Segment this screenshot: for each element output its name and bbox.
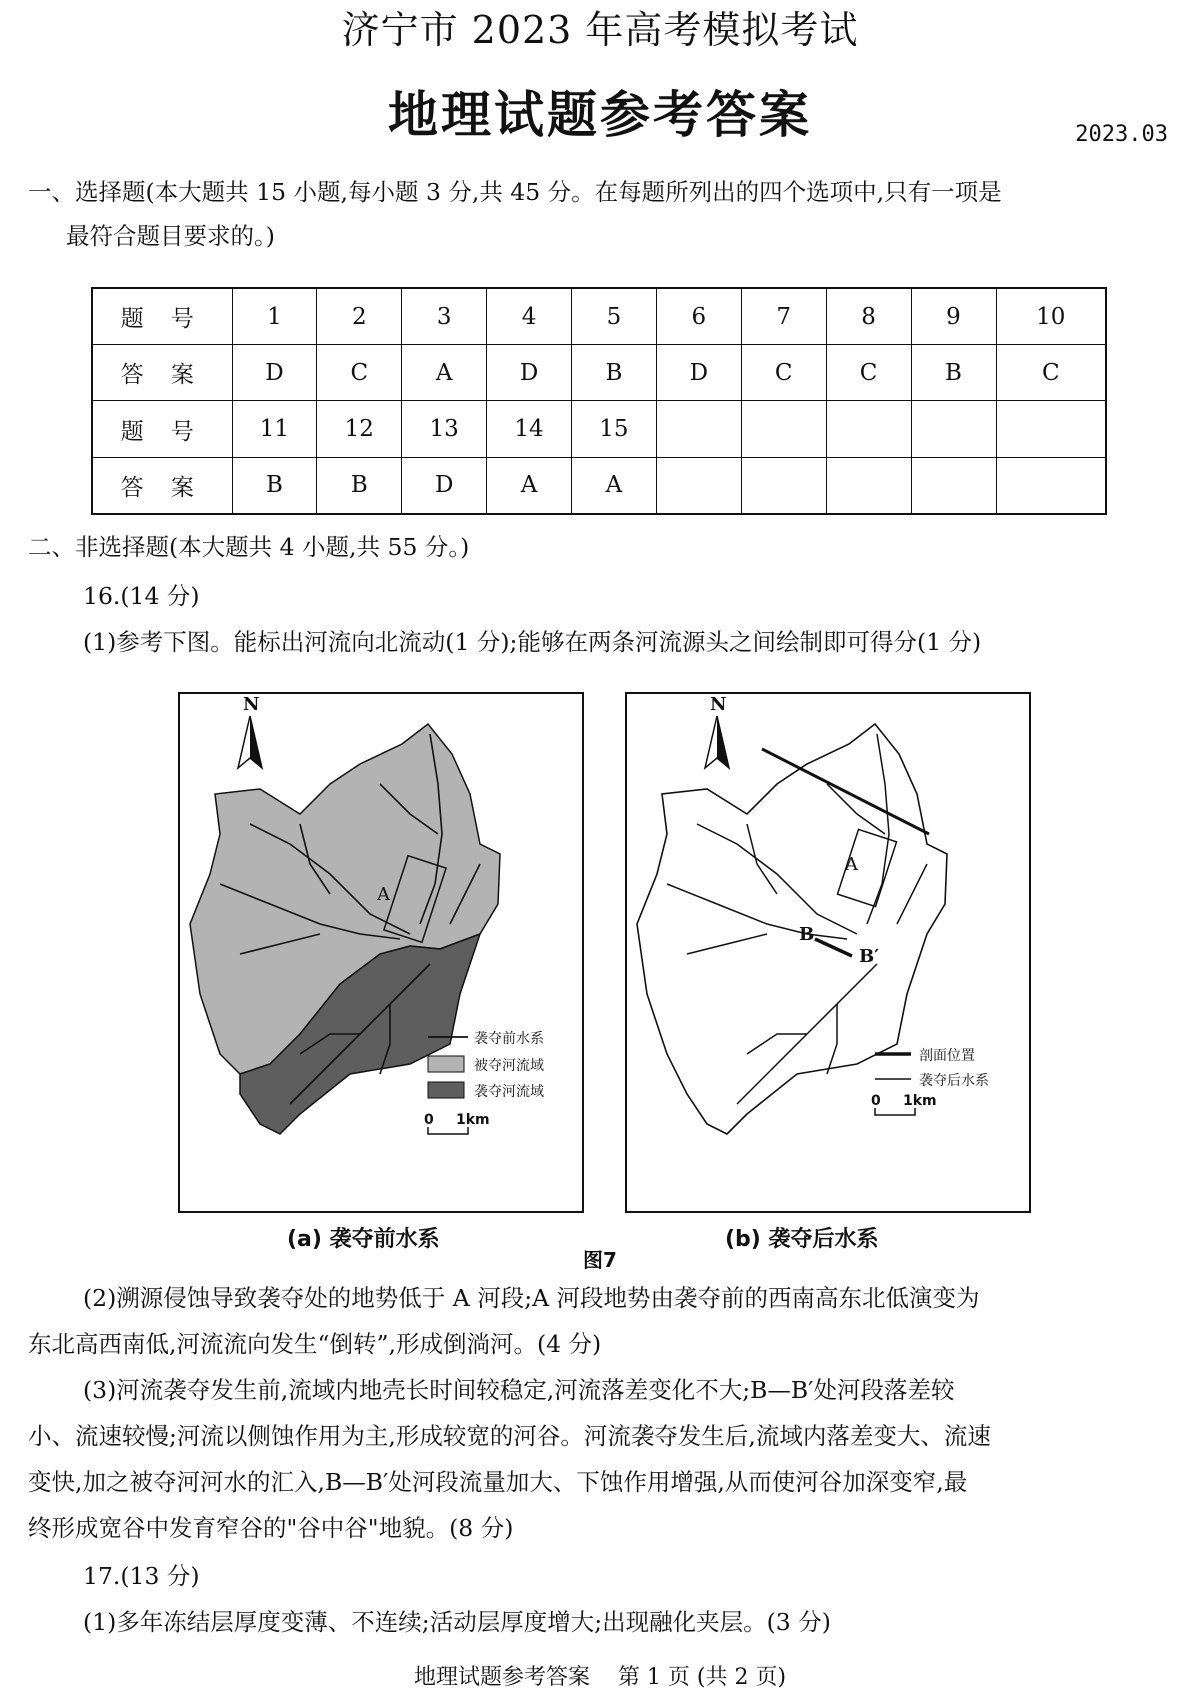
- document-title: 地理试题参考答案: [388, 86, 812, 144]
- question-number: 7: [741, 288, 826, 345]
- map-panel-a: [178, 692, 584, 1213]
- section1-heading: 一、选择题(本大题共 15 小题,每小题 3 分,共 45 分。在每题所列出的四个选项中,只有一项是: [28, 178, 1002, 206]
- answer-cell: [996, 457, 1106, 514]
- question-number: [656, 401, 741, 457]
- q17-title: 17.(13 分): [83, 1562, 200, 1590]
- answer-cell: B: [317, 457, 402, 514]
- map-panel-b: [625, 692, 1031, 1213]
- question-number: 10: [996, 288, 1106, 345]
- q16-part3-line4: 终形成宽谷中发育窄谷的"谷中谷"地貌。(8 分): [28, 1514, 514, 1542]
- answer-cell: [826, 457, 911, 514]
- point-b-prime-label: B′: [859, 946, 879, 967]
- table-row: [92, 345, 1106, 401]
- page-footer: 地理试题参考答案 第 1 页 (共 2 页): [413, 1665, 787, 1690]
- question-number: 12: [317, 401, 402, 457]
- row-label-answer: 答 案: [92, 345, 232, 401]
- question-number: [911, 401, 996, 457]
- figure-label: 图7: [583, 1248, 617, 1272]
- answer-table: [91, 287, 1107, 515]
- table-row: [92, 457, 1106, 514]
- answer-cell: D: [656, 345, 741, 401]
- q16-part3-line3: 变快,加之被夺河河水的汇入,B—B′处河段流量加大、下蚀作用增强,从而使河谷加深变窄,最: [28, 1468, 968, 1496]
- scale-zero: 0: [424, 1112, 434, 1128]
- q16-title: 16.(14 分): [83, 582, 200, 610]
- q16-part1: (1)参考下图。能标出河流向北流动(1 分);能够在两条河流源头之间绘制即可得分(1 分): [83, 628, 982, 656]
- answer-cell: [741, 457, 826, 514]
- answer-cell: A: [572, 457, 657, 514]
- point-a-label: A: [377, 884, 390, 905]
- question-number: 8: [826, 288, 911, 345]
- question-number: 3: [402, 288, 487, 345]
- question-number: 1: [232, 288, 317, 345]
- answer-cell: B: [232, 457, 317, 514]
- basin-outline-after: [637, 724, 947, 1134]
- table-row: [92, 288, 1106, 345]
- row-label-number: 题 号: [92, 401, 232, 457]
- figure-caption-a: (a) 袭夺前水系: [287, 1227, 440, 1252]
- question-number: [996, 401, 1106, 457]
- row-label-answer: 答 案: [92, 457, 232, 514]
- answer-cell: D: [402, 457, 487, 514]
- answer-cell: B: [911, 345, 996, 401]
- question-number: 6: [656, 288, 741, 345]
- question-number: 5: [572, 288, 657, 345]
- question-number: 9: [911, 288, 996, 345]
- north-label: N: [243, 694, 260, 715]
- north-label: N: [710, 694, 727, 715]
- question-number: 2: [317, 288, 402, 345]
- answer-cell: A: [487, 457, 572, 514]
- document-date: 2023.03: [1075, 122, 1168, 147]
- question-number: 11: [232, 401, 317, 457]
- question-number: [741, 401, 826, 457]
- answer-cell: D: [232, 345, 317, 401]
- answer-cell: C: [826, 345, 911, 401]
- q16-part3-line2: 小、流速较慢;河流以侧蚀作用为主,形成较宽的河谷。河流袭夺发生后,流域内落差变大、流速: [28, 1422, 991, 1450]
- legend-item: 被夺河流域: [474, 1058, 544, 1074]
- legend-item: 袭夺前水系: [474, 1031, 544, 1047]
- section1-heading-cont: 最符合题目要求的。): [66, 222, 275, 250]
- question-number: [826, 401, 911, 457]
- question-number: 13: [402, 401, 487, 457]
- q16-part3-line1: (3)河流袭夺发生前,流域内地壳长时间较稳定,河流落差变化不大;B—B′处河段落差较: [83, 1376, 955, 1404]
- question-number: 15: [572, 401, 657, 457]
- section2-heading: 二、非选择题(本大题共 4 小题,共 55 分。): [28, 533, 470, 561]
- legend-item: 剖面位置: [919, 1048, 975, 1064]
- q17-part1: (1)多年冻结层厚度变薄、不连续;活动层厚度增大;出现融化夹层。(3 分): [83, 1608, 831, 1636]
- legend-item: 袭夺后水系: [919, 1073, 989, 1089]
- row-label-number: 题 号: [92, 288, 232, 345]
- scale-zero: 0: [871, 1093, 881, 1109]
- scale-unit: 1km: [903, 1093, 937, 1109]
- q16-part2-line2: 东北高西南低,河流流向发生“倒转”,形成倒淌河。(4 分): [28, 1330, 602, 1358]
- answer-cell: [911, 457, 996, 514]
- answer-cell: C: [996, 345, 1106, 401]
- answer-cell: C: [741, 345, 826, 401]
- q16-part2-line1: (2)溯源侵蚀导致袭夺处的地势低于 A 河段;A 河段地势由袭夺前的西南高东北低演变为: [83, 1284, 980, 1312]
- exam-title: 济宁市 2023 年高考模拟考试: [341, 8, 859, 52]
- point-b-label: B: [799, 924, 815, 945]
- map-a-drawing: [180, 694, 582, 1211]
- figure-caption-b: (b) 袭夺后水系: [725, 1227, 879, 1252]
- table-row: [92, 401, 1106, 457]
- question-number: 14: [487, 401, 572, 457]
- answer-cell: B: [572, 345, 657, 401]
- answer-cell: A: [402, 345, 487, 401]
- map-b-drawing: [627, 694, 1029, 1211]
- scale-unit: 1km: [456, 1112, 490, 1128]
- answer-cell: C: [317, 345, 402, 401]
- question-number: 4: [487, 288, 572, 345]
- point-a-label: A: [845, 854, 858, 875]
- answer-cell: [656, 457, 741, 514]
- legend-item: 袭夺河流域: [474, 1084, 544, 1100]
- answer-cell: D: [487, 345, 572, 401]
